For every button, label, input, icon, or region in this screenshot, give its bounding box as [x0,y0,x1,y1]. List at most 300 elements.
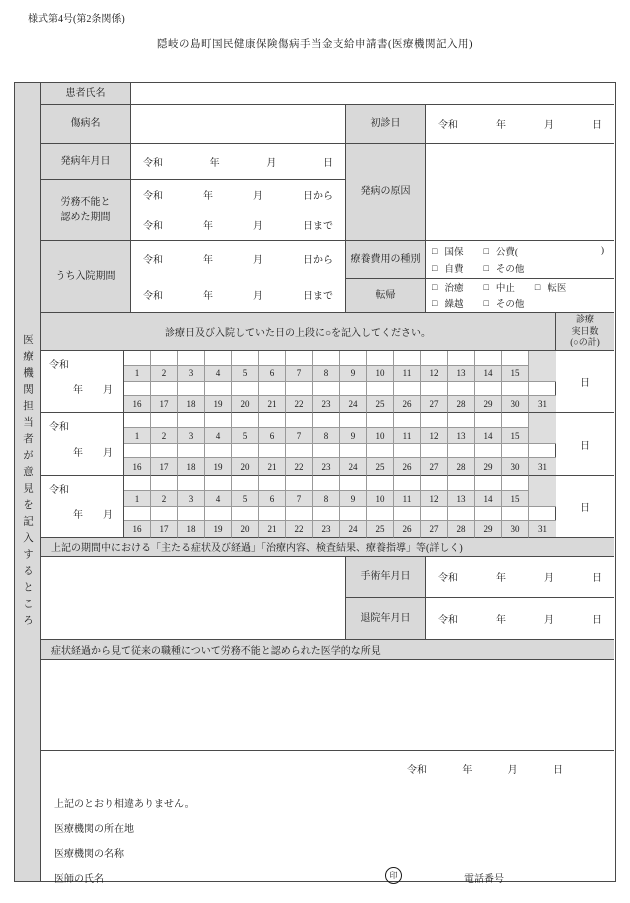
kohi-close-paren: ) [600,245,604,256]
month-unit: 月 [544,573,554,585]
expense-type-options [426,241,614,279]
patient-name-input-area[interactable] [131,83,614,105]
calendar-entry-cell[interactable] [394,351,421,366]
calendar-entry-cell[interactable] [313,351,340,366]
calendar-day-number: 13 [448,491,475,507]
outcome-option-kurikoshi[interactable]: □ 繰越 [432,298,464,311]
form-table [14,82,616,886]
calendar-entry-cell[interactable] [151,413,178,428]
calendar-entry-cell[interactable] [394,507,421,521]
calendar-day-number: 2 [151,366,178,382]
calendar-entry-cell[interactable] [448,413,475,428]
calendar-day-number: 3 [178,366,205,382]
calendar-entry-cell[interactable] [448,476,475,491]
calendar-day-number: 26 [394,521,421,538]
calendar-entry-cell[interactable] [448,351,475,366]
calendar-entry-cell[interactable] [286,382,313,396]
calendar-day-number: 8 [313,366,340,382]
calendar-entry-cell[interactable] [367,444,394,458]
year-unit: 年 [73,385,83,397]
calendar-entry-cell[interactable] [259,413,286,428]
signature-section [41,751,614,886]
calendar-day-grid [124,476,556,538]
day-from-unit: 日から [303,191,333,203]
calendar-day-number: 16 [124,458,151,476]
calendar-day-number: 6 [259,491,286,507]
first-visit-label: 初診日 [346,105,426,144]
calendar-entry-cell[interactable] [286,351,313,366]
calendar-day-number: 1 [124,491,151,507]
calendar-day-number: 31 [529,521,556,538]
phone-number-label: 電話番号 [464,874,504,886]
doctor-name-label: 医師の氏名 [54,874,104,886]
calendar-day-number: 5 [232,491,259,507]
month-unit: 月 [253,255,263,267]
day-unit: 日 [322,157,333,169]
calendar-entry-cell[interactable] [205,351,232,366]
calendar-day-number: 16 [124,521,151,538]
month-unit: 月 [253,290,263,302]
calendar-entry-cell[interactable] [448,507,475,521]
calendar-entry-cell[interactable] [205,444,232,458]
calendar-day-number: 26 [394,396,421,414]
checkbox-icon: □ [432,245,438,256]
calendar-day-number: 17 [151,521,178,538]
year-unit: 年 [496,614,506,626]
outcome-option-chiyu[interactable]: □ 治癒 [432,282,464,295]
calendar-entry-cell[interactable] [286,507,313,521]
calendar-day-number: 29 [475,521,502,538]
month-unit: 月 [103,448,113,460]
calendar-day-number: 7 [286,428,313,444]
era-label: 令和 [49,422,69,434]
calendar-day-number: 1 [124,366,151,382]
seal-icon: 印 [385,867,402,884]
day-to-unit: 日まで [303,221,333,233]
calendar-day-number: 28 [448,458,475,476]
disease-name-label: 傷病名 [41,105,131,144]
month-unit: 月 [544,120,554,132]
calendar-entry-cell[interactable] [340,507,367,521]
outcome-options [426,279,614,313]
calendar-day-number: 20 [232,396,259,414]
calendar-entry-cell[interactable] [205,413,232,428]
calendar-entry-cell[interactable] [340,444,367,458]
calendar-day-number: 13 [448,366,475,382]
calendar-entry-cell[interactable] [475,476,502,491]
calendar-entry-cell[interactable] [367,507,394,521]
outcome-option-teni[interactable]: □ 転医 [534,282,567,295]
calendar-entry-cell[interactable] [205,507,232,521]
year-unit: 年 [73,509,83,521]
calendar-entry-cell[interactable] [232,351,259,366]
year-unit: 年 [203,221,213,233]
calendar-day-number: 15 [502,366,529,382]
calendar-entry-cell[interactable] [475,507,502,521]
calendar-day-number: 7 [286,366,313,382]
expense-type-label: 療養費用の種別 [346,241,426,279]
attestation-text: 上記のとおり相違ありません。 [54,799,195,811]
checkbox-icon: □ [483,282,489,293]
calendar-day-number: 19 [205,396,232,414]
calendar-entry-cell[interactable] [232,444,259,458]
calendar-day-number: 18 [178,396,205,414]
findings-input-area[interactable] [41,660,614,752]
checkbox-icon: □ [432,262,438,273]
calendar-entry-cell[interactable] [394,413,421,428]
expense-option-jihi[interactable]: □ 自費 [432,262,464,275]
calendar-entry-cell[interactable] [448,444,475,458]
hospitalization-label: うち入院期間 [41,241,131,313]
onset-cause-label: 発病の原因 [346,144,426,241]
calendar-entry-cell[interactable] [124,476,151,491]
surgery-date-input[interactable] [426,557,614,598]
calendar-entry-cell[interactable] [502,444,529,458]
calendar-entry-cell[interactable] [124,444,151,458]
calendar-day-number: 31 [529,458,556,476]
era-label: 令和 [49,359,69,371]
calendar-day-number: 14 [475,491,502,507]
calendar-day-number: 10 [367,428,394,444]
calendar-day-number: 25 [367,396,394,414]
calendar-entry-cell[interactable] [259,351,286,366]
calendar-entry-cell[interactable] [151,382,178,396]
calendar-entry-cell[interactable] [475,413,502,428]
calendar-day-number: 22 [286,521,313,538]
calendar-day-number: 31 [529,396,556,414]
calendar-day-number: 20 [232,458,259,476]
calendar-entry-cell[interactable] [232,507,259,521]
calendar-entry-cell[interactable] [340,351,367,366]
symptoms-header: 上記の期間中における「主たる症状及び経過」「治療内容、検査結果、療養指導」等(詳しく) [41,538,614,557]
calendar-entry-cell[interactable] [340,413,367,428]
calendar-entry-cell[interactable] [421,476,448,491]
onset-date-label: 発病年月日 [41,144,131,180]
symptoms-input-area[interactable] [41,557,346,640]
calendar-filler-cell [529,413,556,444]
day-to-unit: 日まで [303,290,333,302]
calendar-day-number: 2 [151,491,178,507]
calendar-entry-cell[interactable] [151,476,178,491]
calendar-entry-cell[interactable] [286,413,313,428]
calendar-day-number: 18 [178,458,205,476]
calendar-month-cell[interactable] [41,413,124,476]
era-label: 令和 [143,157,163,169]
calendar-day-number: 7 [286,491,313,507]
calendar-day-number: 25 [367,458,394,476]
actual-days-input[interactable]: 日 [556,351,614,414]
calendar-filler-cell [529,351,556,382]
calendar-entry-cell[interactable] [124,507,151,521]
calendar-entry-cell[interactable] [367,413,394,428]
calendar-entry-cell[interactable] [205,382,232,396]
calendar-day-number: 6 [259,366,286,382]
calendar-day-number: 25 [367,521,394,538]
calendar-entry-cell[interactable] [340,476,367,491]
era-label: 令和 [143,191,163,203]
day-unit: 日 [592,573,602,585]
calendar-entry-cell[interactable] [259,476,286,491]
era-label: 令和 [49,485,69,497]
calendar-entry-cell[interactable] [475,444,502,458]
calendar-month-cell[interactable] [41,351,124,414]
calendar-entry-cell[interactable] [313,382,340,396]
calendar-entry-cell[interactable] [151,507,178,521]
calendar-day-number: 22 [286,458,313,476]
month-unit: 月 [544,614,554,626]
calendar-day-number: 15 [502,428,529,444]
calendar-day-number: 21 [259,521,286,538]
calendar-day-number: 26 [394,458,421,476]
calendar-day-number: 9 [340,428,367,444]
day-unit: 日 [552,765,563,777]
calendar-entry-cell[interactable] [367,382,394,396]
calendar-day-number: 23 [313,458,340,476]
checkbox-icon: □ [534,282,541,293]
calendar-entry-cell[interactable] [178,413,205,428]
calendar-day-number: 28 [448,521,475,538]
calendar-entry-cell[interactable] [286,444,313,458]
year-unit: 年 [203,191,213,203]
calendar-day-number: 14 [475,366,502,382]
first-visit-date-input[interactable] [426,105,614,144]
calendar-filler-cell [529,476,556,507]
calendar-day-number: 11 [394,366,421,382]
calendar-entry-cell[interactable] [178,444,205,458]
calendar-entry-cell[interactable] [178,507,205,521]
calendar-day-number: 12 [421,428,448,444]
calendar-day-number: 20 [232,521,259,538]
calendar-day-number: 9 [340,366,367,382]
calendar-entry-cell[interactable] [259,444,286,458]
findings-header: 症状経過から見て従来の職種について労務不能と認められた医学的な所見 [41,640,614,660]
calendar-day-number: 29 [475,458,502,476]
calendar-entry-cell[interactable] [529,507,556,521]
era-label: 令和 [143,290,163,302]
outcome-label: 転帰 [346,279,426,313]
calendar-day-number: 28 [448,396,475,414]
era-label: 令和 [438,573,458,585]
patient-name-label: 患者氏名 [41,83,131,105]
calendar-day-number: 24 [340,521,367,538]
calendar-day-number: 30 [502,396,529,414]
calendar-day-grid [124,351,556,414]
calendar-entry-cell[interactable] [448,382,475,396]
discharge-date-input[interactable] [426,598,614,640]
checkbox-icon: □ [483,245,489,256]
calendar-day-number: 9 [340,491,367,507]
calendar-entry-cell[interactable] [502,351,529,366]
sidebar-vertical-label: 医療機関担当者が意見を記入するところ [22,333,33,631]
calendar-day-number: 17 [151,458,178,476]
hospitalization-period-input[interactable] [131,241,346,313]
calendar-entry-cell[interactable] [313,413,340,428]
day-unit: 日 [592,614,602,626]
calendar-day-number: 4 [205,491,232,507]
calendar-day-number: 16 [124,396,151,414]
calendar-entry-cell[interactable] [313,476,340,491]
calendar-entry-cell[interactable] [529,382,556,396]
calendar-entry-cell[interactable] [394,444,421,458]
era-label: 令和 [438,120,458,132]
calendar-day-number: 11 [394,491,421,507]
calendar-month-cell[interactable] [41,476,124,538]
calendar-day-number: 24 [340,396,367,414]
calendar-day-number: 10 [367,491,394,507]
calendar-day-number: 21 [259,396,286,414]
unable-period-label: 労務不能と 認めた期間 [41,180,131,241]
surgery-date-label: 手術年月日 [346,557,426,598]
actual-days-input[interactable]: 日 [556,413,614,476]
calendar-day-number: 10 [367,366,394,382]
calendar-entry-cell[interactable] [178,351,205,366]
calendar-day-number: 4 [205,366,232,382]
outcome-option-sonota[interactable]: □ その他 [483,298,525,311]
checkbox-icon: □ [483,298,489,309]
calendar-entry-cell[interactable] [313,444,340,458]
outcome-option-chushi[interactable]: □ 中止 [483,282,515,295]
form-main [41,83,614,886]
calendar-day-number: 1 [124,428,151,444]
calendar-day-number: 4 [205,428,232,444]
calendar-entry-cell[interactable] [421,444,448,458]
checkbox-icon: □ [432,282,438,293]
calendar-entry-cell[interactable] [394,476,421,491]
expense-option-sonota[interactable]: □ その他 [483,262,525,275]
calendar-entry-cell[interactable] [124,382,151,396]
calendar-day-number: 3 [178,491,205,507]
year-unit: 年 [496,573,506,585]
calendar-entry-cell[interactable] [259,507,286,521]
discharge-date-label: 退院年月日 [346,598,426,640]
month-unit: 月 [103,509,113,521]
checkbox-icon: □ [432,298,438,309]
calendar-entry-cell[interactable] [232,413,259,428]
calendar-day-number: 14 [475,428,502,444]
calendar-day-number: 12 [421,491,448,507]
month-unit: 月 [266,157,277,169]
calendar-day-number: 23 [313,396,340,414]
calendar-entry-cell[interactable] [367,351,394,366]
calendar-entry-cell[interactable] [286,476,313,491]
calendar-entry-cell[interactable] [475,351,502,366]
page-title: 隠岐の島町国民健康保険傷病手当金支給申請書(医療機関記入用) [157,39,473,50]
year-unit: 年 [462,765,473,777]
calendar-day-number: 3 [178,428,205,444]
calendar-entry-cell[interactable] [340,382,367,396]
calendar-entry-cell[interactable] [502,382,529,396]
month-unit: 月 [507,765,518,777]
actual-days-header: 診療 実日数 (○の計) [556,313,614,351]
calendar-day-grid [124,413,556,476]
calendar-day-number: 5 [232,428,259,444]
calendar-entry-cell[interactable] [124,351,151,366]
calendar-entry-cell[interactable] [205,476,232,491]
calendar-entry-cell[interactable] [502,413,529,428]
calendar-day-number: 13 [448,428,475,444]
calendar-entry-cell[interactable] [421,507,448,521]
calendar-day-number: 5 [232,366,259,382]
disease-name-input-area[interactable] [131,105,346,144]
calendar-day-number: 11 [394,428,421,444]
calendar-entry-cell[interactable] [259,382,286,396]
year-unit: 年 [73,448,83,460]
calendar-day-number: 27 [421,396,448,414]
calendar-day-number: 17 [151,396,178,414]
calendar-day-number: 2 [151,428,178,444]
calendar-day-number: 22 [286,396,313,414]
calendar-entry-cell[interactable] [367,476,394,491]
calendar-day-number: 6 [259,428,286,444]
calendar-day-number: 23 [313,521,340,538]
calendar-day-number: 29 [475,396,502,414]
calendar-entry-cell[interactable] [475,382,502,396]
calendar-day-number: 27 [421,458,448,476]
calendar-day-number: 8 [313,491,340,507]
calendar-entry-cell[interactable] [151,351,178,366]
year-unit: 年 [209,157,220,169]
calendar-day-number: 30 [502,458,529,476]
expense-option-kohi[interactable]: □ 公費( [483,245,519,258]
expense-option-kokuho[interactable]: □ 国保 [432,245,464,258]
calendar-day-number: 27 [421,521,448,538]
calendar-entry-cell[interactable] [232,382,259,396]
year-unit: 年 [203,290,213,302]
calendar-day-number: 30 [502,521,529,538]
calendar-entry-cell[interactable] [529,444,556,458]
era-label: 令和 [407,765,427,777]
calendar-entry-cell[interactable] [421,351,448,366]
checkbox-icon: □ [483,262,489,273]
calendar-entry-cell[interactable] [151,444,178,458]
actual-days-input[interactable]: 日 [556,476,614,538]
calendar-entry-cell[interactable] [124,413,151,428]
facility-name-label: 医療機関の名称 [54,849,124,861]
calendar-entry-cell[interactable] [394,382,421,396]
calendar-entry-cell[interactable] [421,413,448,428]
unable-period-input[interactable] [131,180,346,241]
calendar-entry-cell[interactable] [421,382,448,396]
calendar-entry-cell[interactable] [178,476,205,491]
sidebar-note [15,83,41,881]
month-unit: 月 [253,191,263,203]
calendar-entry-cell[interactable] [502,507,529,521]
calendar-day-number: 8 [313,428,340,444]
signature-date-input[interactable] [407,761,563,776]
calendar-instruction: 診療日及び入院していた日の上段に○を記入してください。 [41,313,556,351]
calendar-day-number: 18 [178,521,205,538]
calendar-day-number: 24 [340,458,367,476]
calendar-entry-cell[interactable] [232,476,259,491]
month-unit: 月 [253,221,263,233]
calendar-day-number: 15 [502,491,529,507]
onset-cause-input-area[interactable] [426,144,614,241]
form-code: 様式第4号(第2条関係) [28,14,125,25]
calendar-day-number: 19 [205,458,232,476]
day-from-unit: 日から [303,255,333,267]
facility-address-label: 医療機関の所在地 [54,824,134,836]
onset-date-input[interactable] [131,144,346,180]
calendar-entry-cell[interactable] [502,476,529,491]
calendar-entry-cell[interactable] [178,382,205,396]
year-unit: 年 [496,120,506,132]
calendar-entry-cell[interactable] [313,507,340,521]
year-unit: 年 [203,255,213,267]
calendar-day-number: 12 [421,366,448,382]
day-unit: 日 [592,120,602,132]
era-label: 令和 [143,221,163,233]
month-unit: 月 [103,385,113,397]
